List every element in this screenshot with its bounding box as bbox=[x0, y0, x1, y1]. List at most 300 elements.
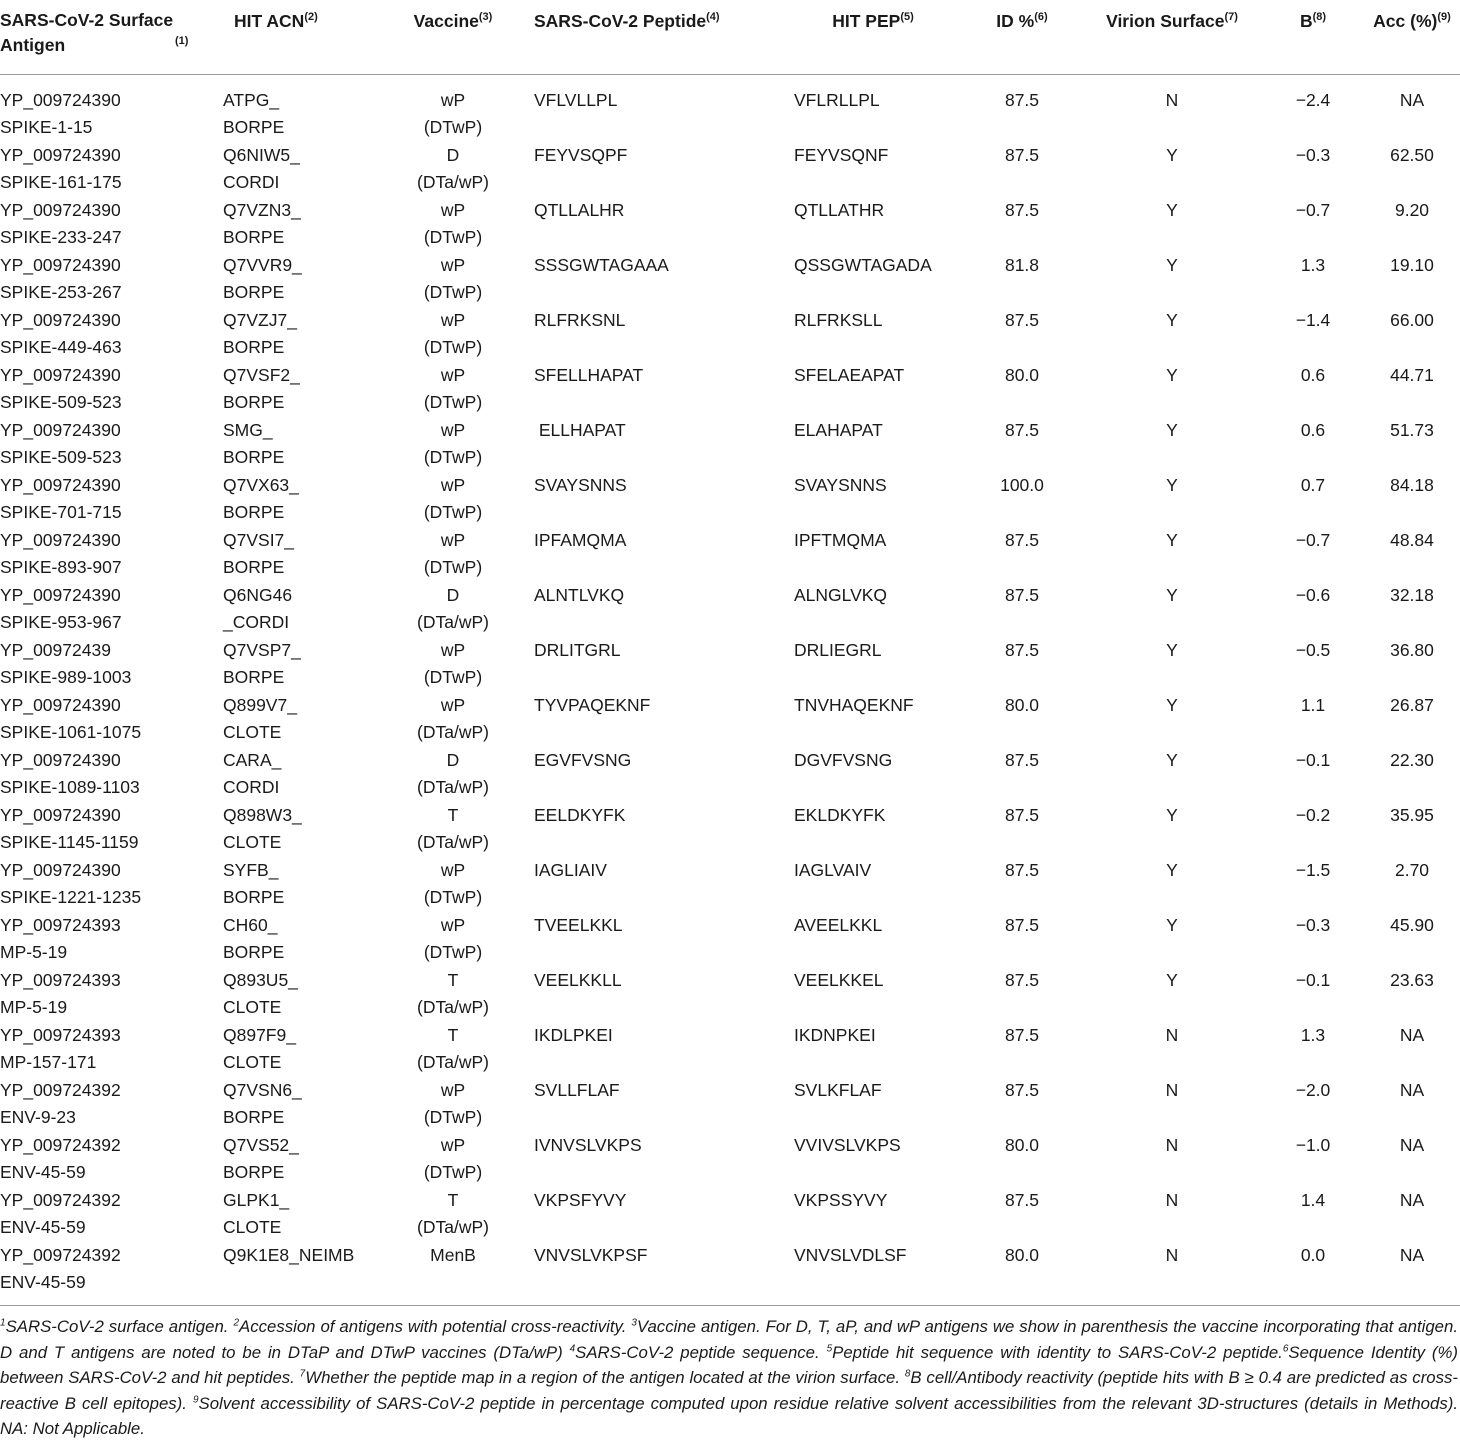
cell-virion-surface bbox=[1082, 582, 1262, 637]
cell-hit-pep-value: VKPSSYVY bbox=[794, 1190, 888, 1210]
cell-surface-antigen bbox=[0, 912, 212, 967]
cell-acc bbox=[1364, 1077, 1460, 1132]
cell-b bbox=[1262, 197, 1364, 252]
cell-vaccine bbox=[374, 1187, 532, 1242]
cell-virion-surface-value: Y bbox=[1166, 475, 1178, 495]
header-sup: (5) bbox=[900, 11, 914, 24]
cell-sars-peptide-value: TYVPAQEKNF bbox=[534, 695, 651, 715]
cell-sars-peptide-value: ALNTLVKQ bbox=[534, 585, 625, 605]
cell-acc-value: 62.50 bbox=[1390, 145, 1434, 165]
cell-hit-pep bbox=[784, 307, 962, 362]
cell-surface-antigen bbox=[0, 307, 212, 362]
cell-id-percent-value: 87.5 bbox=[1004, 860, 1040, 880]
cell-acc bbox=[1364, 417, 1460, 472]
cell-virion-surface bbox=[1082, 142, 1262, 197]
cell-b-value: −0.1 bbox=[1295, 750, 1331, 770]
table-row bbox=[0, 142, 1460, 197]
cell-hit-pep bbox=[784, 747, 962, 802]
cell-acc-value: 32.18 bbox=[1390, 585, 1434, 605]
cell-sars-peptide-value: VFLVLLPL bbox=[534, 90, 618, 110]
cell-virion-surface-value: N bbox=[1165, 1080, 1179, 1100]
cell-surface-antigen-line: ENV-45-59 bbox=[0, 1162, 86, 1182]
cell-vaccine bbox=[374, 252, 532, 307]
cell-id-percent-value: 87.5 bbox=[1004, 145, 1040, 165]
cell-hit-acn bbox=[212, 252, 374, 307]
cell-b-value: 0.6 bbox=[1300, 420, 1326, 440]
cell-id-percent-value: 87.5 bbox=[1004, 200, 1040, 220]
cell-hit-acn-line: ATPG_ bbox=[223, 90, 280, 110]
cell-surface-antigen-line: SPIKE-449-463 bbox=[0, 337, 122, 357]
cell-b-value: 1.4 bbox=[1300, 1190, 1326, 1210]
cell-hit-pep bbox=[784, 692, 962, 747]
cell-hit-pep bbox=[784, 802, 962, 857]
cell-acc bbox=[1364, 1132, 1460, 1187]
cell-hit-pep bbox=[784, 527, 962, 582]
table-row bbox=[0, 527, 1460, 582]
cell-hit-pep bbox=[784, 1187, 962, 1242]
header-label: Virion Surface bbox=[1106, 11, 1225, 31]
cell-acc bbox=[1364, 362, 1460, 417]
cell-vaccine bbox=[374, 637, 532, 692]
cell-acc bbox=[1364, 1187, 1460, 1242]
cell-sars-peptide bbox=[532, 1022, 784, 1077]
cell-hit-pep-value: ELAHAPAT bbox=[794, 420, 883, 440]
cell-hit-acn bbox=[212, 197, 374, 252]
cell-acc-value: NA bbox=[1399, 1025, 1425, 1045]
cell-hit-acn bbox=[212, 582, 374, 637]
cell-hit-pep-value: RLFRKSLL bbox=[794, 310, 883, 330]
cell-virion-surface bbox=[1082, 1022, 1262, 1077]
cell-vaccine-line: wP bbox=[440, 530, 466, 550]
cell-hit-acn-line: CLOTE bbox=[223, 1217, 282, 1237]
cell-hit-pep-value: SFELAEAPAT bbox=[794, 365, 905, 385]
cell-hit-acn bbox=[212, 417, 374, 472]
table-row bbox=[0, 252, 1460, 307]
cell-surface-antigen-line: YP_009724390 bbox=[0, 585, 121, 605]
table-row bbox=[0, 417, 1460, 472]
cell-vaccine-line: (DTwP) bbox=[423, 392, 483, 412]
cell-virion-surface-value: Y bbox=[1166, 640, 1178, 660]
cell-hit-acn-line: BORPE bbox=[223, 1162, 285, 1182]
cell-acc bbox=[1364, 912, 1460, 967]
cell-surface-antigen bbox=[0, 75, 212, 143]
cell-acc-value: NA bbox=[1399, 1135, 1425, 1155]
header-b bbox=[1262, 0, 1364, 75]
cell-virion-surface bbox=[1082, 417, 1262, 472]
cell-id-percent bbox=[962, 197, 1082, 252]
cell-surface-antigen-line: YP_009724390 bbox=[0, 475, 121, 495]
cell-sars-peptide-value: VKPSFYVY bbox=[534, 1190, 627, 1210]
footnote-marker: 5 bbox=[826, 1342, 833, 1354]
cell-surface-antigen-line: YP_009724390 bbox=[0, 310, 121, 330]
cell-virion-surface bbox=[1082, 967, 1262, 1022]
cell-acc-value: 36.80 bbox=[1390, 640, 1434, 660]
cell-hit-acn-line: BORPE bbox=[223, 1107, 285, 1127]
cell-hit-pep-value: DGVFVSNG bbox=[794, 750, 893, 770]
cell-sars-peptide-value: FEYVSQPF bbox=[534, 145, 628, 165]
header-label: HIT PEP bbox=[832, 11, 901, 31]
cell-sars-peptide-value: QTLLALHR bbox=[534, 200, 625, 220]
cell-hit-acn bbox=[212, 1022, 374, 1077]
cell-sars-peptide bbox=[532, 1187, 784, 1242]
table-row bbox=[0, 1242, 1460, 1297]
cell-hit-pep-value: TNVHAQEKNF bbox=[794, 695, 914, 715]
cell-hit-acn-line: Q7VVR9_ bbox=[223, 255, 302, 275]
cell-acc-value: 84.18 bbox=[1390, 475, 1434, 495]
cell-vaccine-line: (DTa/wP) bbox=[417, 997, 489, 1017]
cell-hit-acn-line: Q7VSP7_ bbox=[223, 640, 301, 660]
table-row bbox=[0, 747, 1460, 802]
cell-hit-pep bbox=[784, 912, 962, 967]
cell-sars-peptide bbox=[532, 912, 784, 967]
cell-vaccine-line: wP bbox=[440, 860, 466, 880]
cell-hit-pep bbox=[784, 1022, 962, 1077]
cell-hit-acn-line: BORPE bbox=[223, 667, 285, 687]
header-label: SARS-CoV-2 Surface Antigen bbox=[0, 10, 174, 55]
cell-b-value: −1.4 bbox=[1295, 310, 1331, 330]
cell-vaccine-line: (DTa/wP) bbox=[417, 612, 489, 632]
cell-b bbox=[1262, 1077, 1364, 1132]
cell-hit-pep bbox=[784, 197, 962, 252]
cell-vaccine-line: wP bbox=[440, 475, 466, 495]
cell-acc-value: 66.00 bbox=[1390, 310, 1434, 330]
cell-hit-acn bbox=[212, 692, 374, 747]
cell-surface-antigen bbox=[0, 637, 212, 692]
cell-b bbox=[1262, 912, 1364, 967]
cell-surface-antigen bbox=[0, 747, 212, 802]
cell-vaccine-line: wP bbox=[440, 1080, 466, 1100]
cell-vaccine-line bbox=[374, 1269, 532, 1296]
cell-vaccine bbox=[374, 197, 532, 252]
cell-hit-acn bbox=[212, 307, 374, 362]
cell-hit-acn-line: Q7VSF2_ bbox=[223, 365, 300, 385]
cell-hit-pep-value: VFLRLLPL bbox=[794, 90, 880, 110]
cell-hit-acn-line: CLOTE bbox=[223, 832, 282, 852]
cell-acc bbox=[1364, 252, 1460, 307]
cell-acc-value: 35.95 bbox=[1390, 805, 1434, 825]
cell-hit-acn-line: Q6NIW5_ bbox=[223, 145, 300, 165]
cell-b bbox=[1262, 582, 1364, 637]
cell-id-percent-value: 87.5 bbox=[1004, 915, 1040, 935]
footnote-marker: 4 bbox=[569, 1342, 576, 1354]
cell-sars-peptide bbox=[532, 362, 784, 417]
cell-virion-surface bbox=[1082, 75, 1262, 143]
cell-surface-antigen-line: YP_009724392 bbox=[0, 1190, 121, 1210]
header-row bbox=[0, 0, 1460, 75]
cell-virion-surface bbox=[1082, 802, 1262, 857]
cell-sars-peptide-value: VEELKKLL bbox=[534, 970, 622, 990]
cell-virion-surface-value: Y bbox=[1166, 365, 1178, 385]
cell-surface-antigen bbox=[0, 527, 212, 582]
cell-id-percent-value: 80.0 bbox=[1004, 365, 1040, 385]
cell-acc bbox=[1364, 637, 1460, 692]
header-sup: (3) bbox=[478, 11, 493, 24]
cell-acc bbox=[1364, 1242, 1460, 1297]
cell-surface-antigen-line: SPIKE-509-523 bbox=[0, 447, 122, 467]
cell-hit-acn-line: BORPE bbox=[223, 227, 285, 247]
cell-hit-acn-line: BORPE bbox=[223, 502, 285, 522]
cell-vaccine bbox=[374, 362, 532, 417]
cell-virion-surface-value: N bbox=[1165, 1025, 1179, 1045]
footnote-marker: 3 bbox=[631, 1317, 637, 1329]
cell-vaccine-line: (DTwP) bbox=[423, 887, 483, 907]
cell-acc bbox=[1364, 802, 1460, 857]
cell-vaccine-line: wP bbox=[440, 420, 466, 440]
cell-b bbox=[1262, 802, 1364, 857]
cell-b-value: −0.2 bbox=[1295, 805, 1331, 825]
cell-sars-peptide bbox=[532, 747, 784, 802]
cell-id-percent bbox=[962, 747, 1082, 802]
table-row bbox=[0, 692, 1460, 747]
cell-hit-acn-line: SYFB_ bbox=[223, 860, 279, 880]
cell-surface-antigen-line: YP_009724393 bbox=[0, 915, 121, 935]
cell-surface-antigen-line: SPIKE-1089-1103 bbox=[0, 777, 140, 797]
cell-hit-acn bbox=[212, 1132, 374, 1187]
cell-hit-pep-value: VNVSLVDLSF bbox=[794, 1245, 907, 1265]
cell-vaccine bbox=[374, 142, 532, 197]
cell-acc bbox=[1364, 747, 1460, 802]
cell-virion-surface-value: N bbox=[1165, 1135, 1179, 1155]
cell-acc-value: 26.87 bbox=[1390, 695, 1434, 715]
cell-b-value: −2.0 bbox=[1295, 1080, 1331, 1100]
table-row bbox=[0, 1077, 1460, 1132]
cell-surface-antigen-line: MP-5-19 bbox=[0, 942, 68, 962]
table-row bbox=[0, 582, 1460, 637]
cell-sars-peptide bbox=[532, 527, 784, 582]
cell-hit-acn bbox=[212, 912, 374, 967]
cell-surface-antigen bbox=[0, 967, 212, 1022]
cell-virion-surface bbox=[1082, 1077, 1262, 1132]
header-label: HIT ACN bbox=[234, 11, 305, 31]
cell-hit-acn bbox=[212, 472, 374, 527]
cell-hit-acn bbox=[212, 802, 374, 857]
cell-virion-surface-value: Y bbox=[1166, 145, 1178, 165]
cell-id-percent bbox=[962, 1242, 1082, 1297]
table-row bbox=[0, 362, 1460, 417]
cell-hit-acn bbox=[212, 142, 374, 197]
cell-hit-acn-line: CLOTE bbox=[223, 1052, 282, 1072]
cell-sars-peptide bbox=[532, 75, 784, 143]
footnote-marker: 1 bbox=[0, 1317, 6, 1329]
cell-id-percent-value: 80.0 bbox=[1004, 1135, 1040, 1155]
footnote-text: B cell/Antibody reactivity (peptide hits with B ≥ 0.4 are predicted as cross-reactive B cell epitopes). bbox=[0, 1368, 1458, 1413]
cell-vaccine-line: wP bbox=[440, 640, 466, 660]
cell-hit-acn-line: SMG_ bbox=[223, 420, 273, 440]
cell-b-value: −0.3 bbox=[1295, 145, 1331, 165]
table-row bbox=[0, 857, 1460, 912]
cell-id-percent bbox=[962, 857, 1082, 912]
cell-hit-acn-line: Q6NG46 bbox=[223, 585, 293, 605]
cell-hit-acn-line: CLOTE bbox=[223, 997, 282, 1017]
footnote-text: Sequence Identity (%) between SARS-CoV-2 and hit peptides. bbox=[0, 1342, 1458, 1387]
cell-virion-surface bbox=[1082, 527, 1262, 582]
cell-virion-surface bbox=[1082, 472, 1262, 527]
cell-id-percent bbox=[962, 637, 1082, 692]
cell-surface-antigen-line: MP-5-19 bbox=[0, 997, 68, 1017]
cell-surface-antigen-line: YP_009724390 bbox=[0, 90, 121, 110]
cell-surface-antigen bbox=[0, 1242, 212, 1297]
cell-b bbox=[1262, 75, 1364, 143]
cell-vaccine-line: (DTwP) bbox=[423, 557, 483, 577]
cell-acc bbox=[1364, 472, 1460, 527]
cell-vaccine-line: (DTwP) bbox=[423, 282, 483, 302]
cell-vaccine-line: (DTwP) bbox=[423, 117, 483, 137]
header-sup: (9) bbox=[1437, 11, 1451, 24]
cell-virion-surface bbox=[1082, 912, 1262, 967]
cell-hit-acn-line: BORPE bbox=[223, 117, 285, 137]
cell-acc-value: NA bbox=[1399, 90, 1425, 110]
header-sup: (6) bbox=[1034, 11, 1048, 24]
cell-id-percent-value: 87.5 bbox=[1004, 640, 1040, 660]
cell-vaccine bbox=[374, 1022, 532, 1077]
cell-hit-acn-line: Q898W3_ bbox=[223, 805, 302, 825]
cell-acc bbox=[1364, 527, 1460, 582]
cell-surface-antigen-line: SPIKE-1145-1159 bbox=[0, 832, 139, 852]
cell-hit-pep-value: DRLIEGRL bbox=[794, 640, 882, 660]
cell-acc bbox=[1364, 1022, 1460, 1077]
cell-id-percent-value: 87.5 bbox=[1004, 90, 1040, 110]
cell-id-percent bbox=[962, 582, 1082, 637]
cell-vaccine-line: (DTa/wP) bbox=[417, 1052, 489, 1072]
cell-hit-pep-value: IAGLVAIV bbox=[794, 860, 872, 880]
cell-surface-antigen-line: SPIKE-893-907 bbox=[0, 557, 122, 577]
cell-hit-acn-line: Q7VX63_ bbox=[223, 475, 299, 495]
cell-vaccine-line: (DTwP) bbox=[423, 447, 483, 467]
cell-hit-acn bbox=[212, 1242, 374, 1297]
cell-id-percent-value: 87.5 bbox=[1004, 970, 1040, 990]
cell-vaccine-line: wP bbox=[440, 200, 466, 220]
cell-acc-value: 19.10 bbox=[1390, 255, 1434, 275]
cell-id-percent-value: 80.0 bbox=[1004, 1245, 1040, 1265]
table-row bbox=[0, 912, 1460, 967]
cell-id-percent-value: 87.5 bbox=[1004, 1190, 1040, 1210]
cell-hit-pep bbox=[784, 1132, 962, 1187]
cell-surface-antigen bbox=[0, 197, 212, 252]
cell-hit-acn bbox=[212, 527, 374, 582]
cell-virion-surface-value: Y bbox=[1166, 585, 1178, 605]
cell-sars-peptide bbox=[532, 802, 784, 857]
cell-hit-acn bbox=[212, 637, 374, 692]
cell-b-value: −1.5 bbox=[1295, 860, 1331, 880]
cell-hit-pep bbox=[784, 252, 962, 307]
table-row bbox=[0, 307, 1460, 362]
cell-id-percent-value: 87.5 bbox=[1004, 310, 1040, 330]
cell-sars-peptide-value: IVNVSLVKPS bbox=[534, 1135, 642, 1155]
cell-b-value: 1.3 bbox=[1300, 255, 1326, 275]
cell-b-value: −0.1 bbox=[1295, 970, 1331, 990]
cell-acc-value: NA bbox=[1399, 1080, 1425, 1100]
cell-vaccine-line: T bbox=[447, 805, 459, 825]
cell-acc-value: NA bbox=[1399, 1245, 1425, 1265]
cell-surface-antigen-line: SPIKE-1221-1235 bbox=[0, 887, 142, 907]
cell-b bbox=[1262, 1022, 1364, 1077]
cell-sars-peptide bbox=[532, 142, 784, 197]
footnote-divider bbox=[0, 1305, 1460, 1306]
footnote-marker: 2 bbox=[233, 1317, 240, 1329]
cell-sars-peptide-value: SVLLFLAF bbox=[534, 1080, 620, 1100]
cell-hit-pep bbox=[784, 1077, 962, 1132]
footnote-text: Vaccine antigen. For D, T, aP, and wP antigens we show in parenthesis the vaccine incorporating that antigen. D and T antigens are noted to be in DTaP and DTwP vaccines (DTa/wP) bbox=[0, 1317, 1459, 1362]
cell-hit-pep bbox=[784, 472, 962, 527]
cell-b-value: 0.0 bbox=[1300, 1245, 1326, 1265]
cell-id-percent bbox=[962, 142, 1082, 197]
cell-acc bbox=[1364, 75, 1460, 143]
cell-hit-acn bbox=[212, 747, 374, 802]
cell-b bbox=[1262, 692, 1364, 747]
table-row bbox=[0, 637, 1460, 692]
header-hit-acn bbox=[212, 0, 374, 75]
cell-hit-acn-line: BORPE bbox=[223, 282, 285, 302]
cell-acc-value: 44.71 bbox=[1390, 365, 1434, 385]
cell-virion-surface-value: N bbox=[1165, 1245, 1179, 1265]
cell-vaccine-line: wP bbox=[440, 915, 466, 935]
cell-vaccine-line: wP bbox=[440, 695, 466, 715]
cell-hit-acn-line: CH60_ bbox=[223, 915, 278, 935]
cell-acc bbox=[1364, 197, 1460, 252]
table-row bbox=[0, 472, 1460, 527]
cell-vaccine bbox=[374, 1077, 532, 1132]
cell-sars-peptide-value: EGVFVSNG bbox=[534, 750, 632, 770]
header-label: Vaccine bbox=[413, 11, 479, 31]
cell-hit-pep-value: IKDNPKEI bbox=[794, 1025, 876, 1045]
cell-hit-pep-value: VVIVSLVKPS bbox=[794, 1135, 901, 1155]
cell-acc-value: NA bbox=[1399, 1190, 1425, 1210]
table-row bbox=[0, 1132, 1460, 1187]
cell-id-percent-value: 87.5 bbox=[1004, 1080, 1040, 1100]
cell-virion-surface-value: Y bbox=[1166, 915, 1178, 935]
cell-surface-antigen-line: YP_009724390 bbox=[0, 750, 121, 770]
cell-vaccine-line: D bbox=[446, 750, 460, 770]
cell-b bbox=[1262, 857, 1364, 912]
cell-surface-antigen bbox=[0, 582, 212, 637]
cell-hit-acn-line: Q897F9_ bbox=[223, 1025, 296, 1045]
cell-hit-acn bbox=[212, 857, 374, 912]
cell-hit-pep-value: IPFTMQMA bbox=[794, 530, 887, 550]
footnote-text: Peptide hit sequence with identity to SARS-CoV-2 peptide. bbox=[832, 1342, 1283, 1362]
footnote-marker: 7 bbox=[299, 1368, 306, 1380]
cell-vaccine bbox=[374, 1242, 532, 1297]
cell-hit-acn-line: CORDI bbox=[223, 172, 280, 192]
cell-sars-peptide bbox=[532, 857, 784, 912]
cell-vaccine bbox=[374, 75, 532, 143]
cell-id-percent bbox=[962, 802, 1082, 857]
cell-surface-antigen-line: SPIKE-509-523 bbox=[0, 392, 122, 412]
cell-acc-value: 51.73 bbox=[1390, 420, 1434, 440]
cell-id-percent bbox=[962, 75, 1082, 143]
cell-hit-acn-line: BORPE bbox=[223, 887, 285, 907]
cell-hit-pep-value: QTLLATHR bbox=[794, 200, 885, 220]
table-row bbox=[0, 1022, 1460, 1077]
cell-sars-peptide-value: RLFRKSNL bbox=[534, 310, 626, 330]
cell-sars-peptide bbox=[532, 582, 784, 637]
cell-id-percent-value: 87.5 bbox=[1004, 1025, 1040, 1045]
cell-vaccine-line: MenB bbox=[430, 1245, 476, 1265]
cell-vaccine bbox=[374, 802, 532, 857]
cell-acc-value: 9.20 bbox=[1394, 200, 1430, 220]
header-sars-peptide bbox=[532, 0, 784, 75]
cell-surface-antigen-line: YP_009724390 bbox=[0, 530, 121, 550]
cell-surface-antigen-line: ENV-9-23 bbox=[0, 1107, 76, 1127]
header-sup: (7) bbox=[1224, 11, 1238, 24]
cell-surface-antigen-line: SPIKE-953-967 bbox=[0, 612, 122, 632]
cell-vaccine-line: (DTa/wP) bbox=[417, 777, 489, 797]
cell-b bbox=[1262, 362, 1364, 417]
cell-hit-acn-line: Q7VZJ7_ bbox=[223, 310, 297, 330]
cell-hit-acn bbox=[212, 1187, 374, 1242]
cell-vaccine-line: wP bbox=[440, 365, 466, 385]
cell-id-percent bbox=[962, 1077, 1082, 1132]
cell-surface-antigen-line: MP-157-171 bbox=[0, 1052, 97, 1072]
